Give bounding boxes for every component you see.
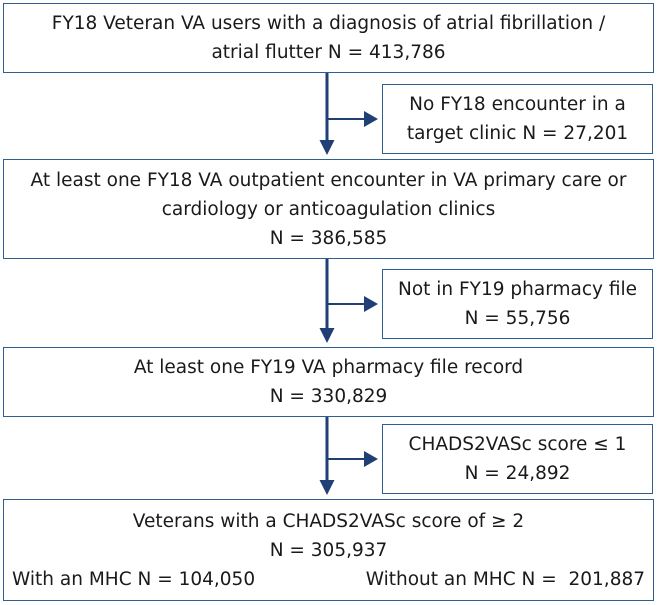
box-exclusion-no-encounter [382,84,653,154]
box-text: At least one FY19 VA pharmacy file record [133,357,524,378]
cohort-split [4,565,653,594]
box-text: Not in FY19 pharmacy file [397,279,638,300]
box-text: At least one FY18 VA outpatient encounter in VA primary care or [30,169,627,191]
box-text: FY18 Veteran VA users with a diagnosis of atrial fibrillation / [51,13,606,34]
box-text: N = 24,892 [464,463,571,484]
box-text: N = 330,829 [269,386,388,407]
box-text: N = 386,585 [269,227,388,249]
box-text: N = 55,756 [464,308,571,329]
box-text: target clinic N = 27,201 [406,123,629,144]
box-text: CHADS2VASc score ≤ 1 [408,434,627,455]
box-outpatient-encounter [3,159,654,259]
box-text: N = 305,937 [269,540,388,561]
box-pharmacy-record [3,347,654,417]
box-text: Veterans with a CHADS2VASc score of ≥ 2 [132,511,525,532]
box-text: atrial flutter N = 413,786 [211,42,446,63]
with-mhc-count: With an MHC N = 104,050 [12,569,256,590]
box-exclusion-no-pharmacy [382,269,653,339]
box-text: No FY18 encounter in a [409,94,626,115]
box-fy18-af-users [3,3,654,73]
box-exclusion-low-score [382,424,653,494]
box-final-cohort [3,499,654,601]
box-text: cardiology or anticoagulation clinics [161,198,496,220]
without-mhc-count: Without an MHC N = 201,887 [365,569,645,590]
